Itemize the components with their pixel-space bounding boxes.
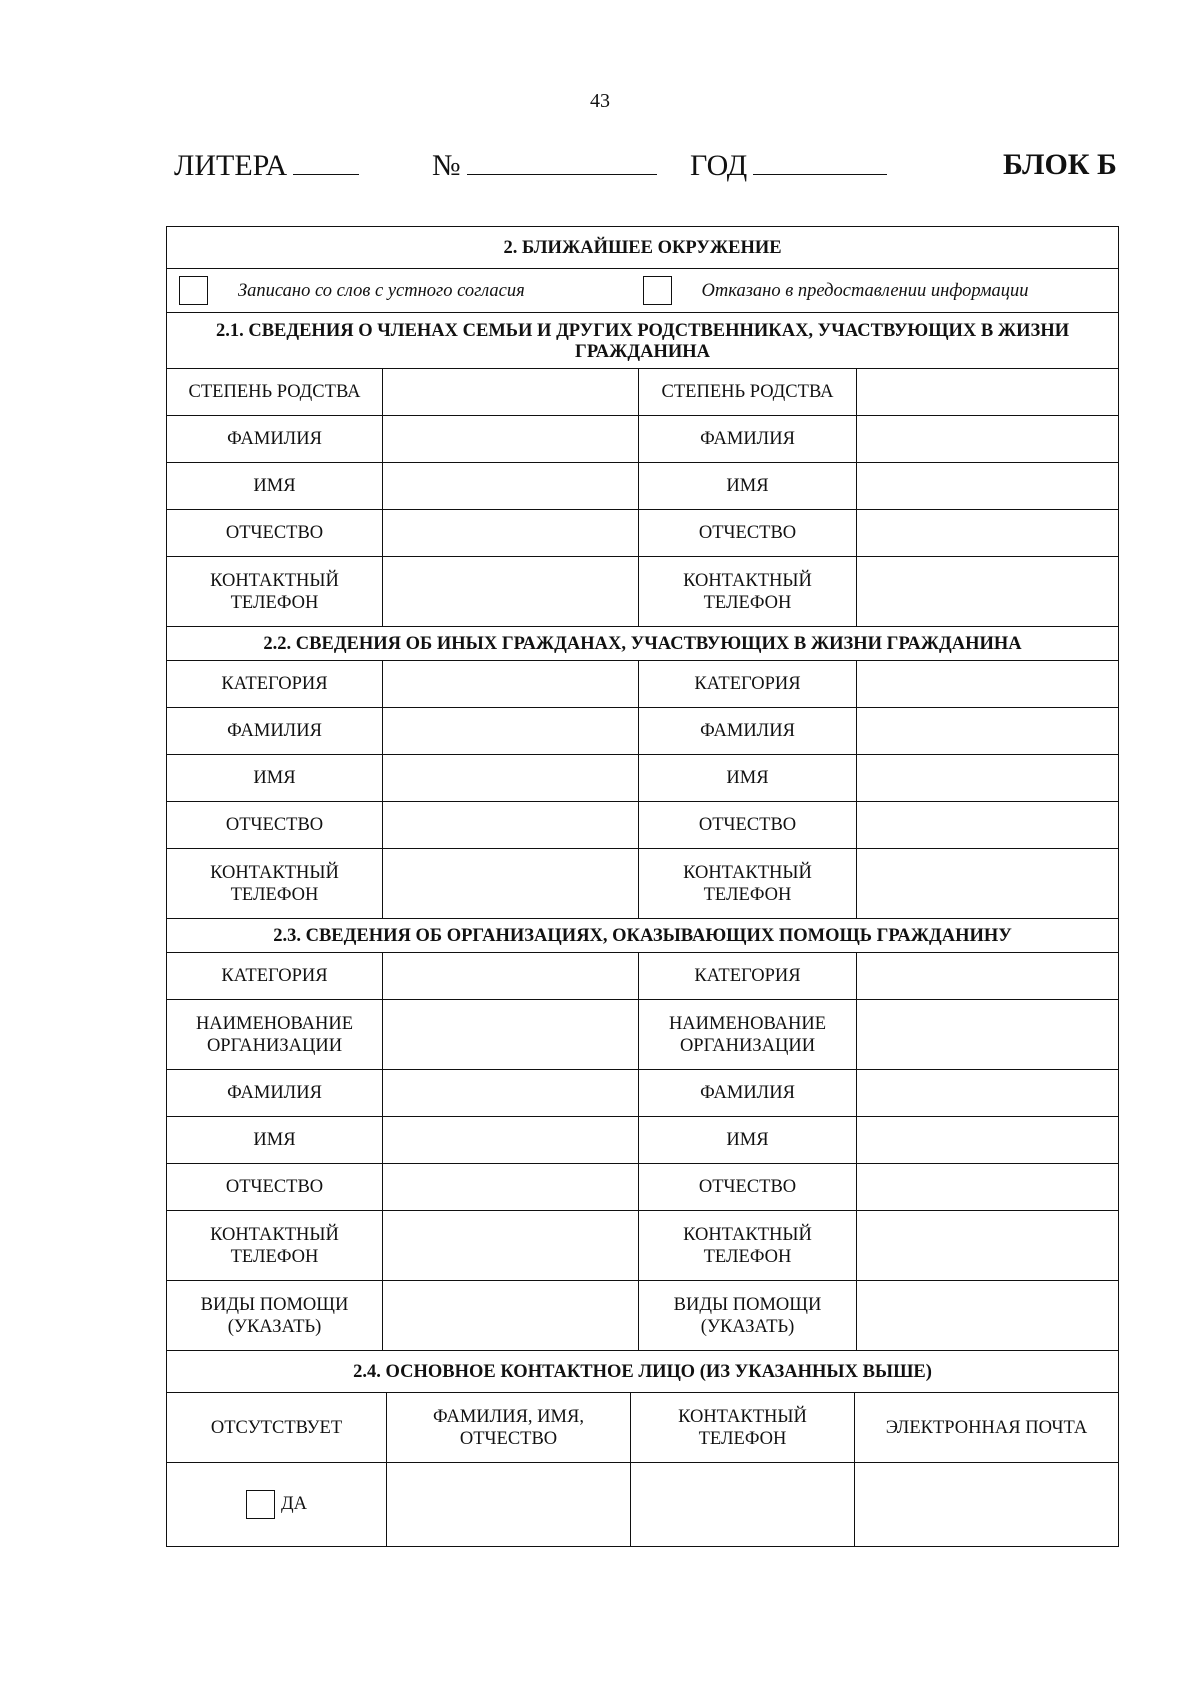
field-input-right[interactable]	[857, 369, 1119, 416]
absent-header: ОТСУТСТВУЕТ	[167, 1393, 387, 1463]
form-row	[167, 1281, 1119, 1351]
field-label-line1: КОНТАКТНЫЙ	[210, 1224, 339, 1245]
field-input-left[interactable]	[383, 463, 639, 510]
form-row	[167, 1070, 1119, 1117]
section-2-2-title: 2.2. СВЕДЕНИЯ ОБ ИНЫХ ГРАЖДАНАХ, УЧАСТВУЮЩИХ В ЖИЗНИ ГРАЖДАНИНА	[167, 627, 1119, 661]
field-label-line1: ИМЯ	[726, 1130, 769, 1150]
section-2-3-title: 2.3. СВЕДЕНИЯ ОБ ОРГАНИЗАЦИЯХ, ОКАЗЫВАЮЩИХ ПОМОЩЬ ГРАЖДАНИНУ	[167, 919, 1119, 953]
field-label-left	[167, 510, 383, 557]
field-label-line2: ТЕЛЕФОН	[703, 884, 792, 905]
field-label-right	[639, 1211, 857, 1281]
field-label-right	[639, 1164, 857, 1211]
field-label-line1: КАТЕГОРИЯ	[694, 966, 801, 986]
field-label-line1: ОТЧЕСТВО	[225, 1177, 324, 1197]
field-input-right[interactable]	[857, 1211, 1119, 1281]
field-label-line2: (УКАЗАТЬ)	[700, 1316, 795, 1337]
form-row	[167, 802, 1119, 849]
field-input-left[interactable]	[383, 1164, 639, 1211]
field-input-right[interactable]	[857, 463, 1119, 510]
field-label-line1: ОТЧЕСТВО	[225, 815, 324, 835]
form-row	[167, 416, 1119, 463]
field-label-line1: ФАМИЛИЯ	[227, 429, 322, 449]
field-label-left	[167, 1164, 383, 1211]
field-label-left	[167, 849, 383, 919]
number-field	[432, 148, 657, 183]
field-label-line2: ОРГАНИЗАЦИИ	[206, 1035, 343, 1056]
field-label-line2: ТЕЛЕФОН	[703, 1246, 792, 1267]
form-row	[167, 1000, 1119, 1070]
field-label-left	[167, 1070, 383, 1117]
field-input-right[interactable]	[857, 661, 1119, 708]
form-row	[167, 755, 1119, 802]
field-input-right[interactable]	[857, 1281, 1119, 1351]
field-input-left[interactable]	[383, 953, 639, 1000]
field-label-right	[639, 557, 857, 627]
field-input-right[interactable]	[857, 849, 1119, 919]
block-label: БЛОК Б	[1003, 148, 1117, 181]
form-row	[167, 1164, 1119, 1211]
field-label-left	[167, 755, 383, 802]
form-row	[167, 1211, 1119, 1281]
form-row	[167, 463, 1119, 510]
field-label-right	[639, 1117, 857, 1164]
absent-yes-label: ДА	[281, 1493, 307, 1514]
field-label-line1: ФАМИЛИЯ	[227, 721, 322, 741]
field-label-right	[639, 661, 857, 708]
form-row	[167, 849, 1119, 919]
field-input-left[interactable]	[383, 849, 639, 919]
field-input-left[interactable]	[383, 1281, 639, 1351]
field-label-line1: КОНТАКТНЫЙ	[683, 862, 812, 883]
refusal-label: Отказано в предоставлении информации	[701, 280, 1029, 301]
form-row	[167, 510, 1119, 557]
field-label-right	[639, 1070, 857, 1117]
absent-cell	[167, 1463, 387, 1547]
field-label-left	[167, 416, 383, 463]
form-row	[167, 557, 1119, 627]
phone-header-line1: КОНТАКТНЫЙ	[678, 1406, 807, 1427]
fio-header-line2: ОТЧЕСТВО	[459, 1428, 558, 1449]
field-label-left	[167, 369, 383, 416]
field-label-right	[639, 1000, 857, 1070]
field-input-left[interactable]	[383, 1070, 639, 1117]
field-label-line1: ИМЯ	[726, 476, 769, 496]
section-2-4-title: 2.4. ОСНОВНОЕ КОНТАКТНОЕ ЛИЦО (ИЗ УКАЗАННЫХ ВЫШЕ)	[167, 1351, 1119, 1393]
field-label-line2: (УКАЗАТЬ)	[227, 1316, 322, 1337]
field-input-right[interactable]	[857, 1117, 1119, 1164]
field-input-right[interactable]	[857, 1070, 1119, 1117]
fio-header-line1: ФАМИЛИЯ, ИМЯ,	[433, 1406, 584, 1427]
field-label-left	[167, 1000, 383, 1070]
field-label-line1: ИМЯ	[253, 476, 296, 496]
email-input-cell[interactable]	[855, 1463, 1119, 1547]
form-row	[167, 1117, 1119, 1164]
field-label-line1: КОНТАКТНЫЙ	[683, 570, 812, 591]
section-2-2-rows	[167, 661, 1119, 919]
main-contact-table	[166, 1392, 1119, 1547]
field-label-right	[639, 802, 857, 849]
field-input-left[interactable]	[383, 557, 639, 627]
field-input-left[interactable]	[383, 802, 639, 849]
year-input[interactable]	[753, 148, 887, 175]
section-2-title: 2. БЛИЖАЙШЕЕ ОКРУЖЕНИЕ	[167, 227, 1119, 269]
form-row	[167, 369, 1119, 416]
environment-form	[166, 226, 1119, 1393]
field-label-line1: КОНТАКТНЫЙ	[683, 1224, 812, 1245]
field-label-right	[639, 463, 857, 510]
field-label-right	[639, 369, 857, 416]
section-2-1-title: 2.1. СВЕДЕНИЯ О ЧЛЕНАХ СЕМЬИ И ДРУГИХ РОДСТВЕННИКАХ, УЧАСТВУЮЩИХ В ЖИЗНИ ГРАЖДАНИНА	[167, 313, 1119, 369]
form-row	[167, 708, 1119, 755]
year-label: ГОД	[690, 149, 748, 182]
section-2-1-rows	[167, 369, 1119, 627]
field-input-left[interactable]	[383, 416, 639, 463]
field-label-left	[167, 953, 383, 1000]
field-label-line1: ВИДЫ ПОМОЩИ	[200, 1294, 349, 1315]
email-header: ЭЛЕКТРОННАЯ ПОЧТА	[855, 1393, 1119, 1463]
field-label-line1: ФАМИЛИЯ	[227, 1083, 322, 1103]
phone-header	[631, 1393, 855, 1463]
field-label-left	[167, 463, 383, 510]
field-label-line1: ОТЧЕСТВО	[698, 815, 797, 835]
field-label-line1: ОТЧЕСТВО	[225, 523, 324, 543]
field-input-right[interactable]	[857, 953, 1119, 1000]
field-label-line1: СТЕПЕНЬ РОДСТВА	[188, 382, 361, 402]
field-label-line2: ТЕЛЕФОН	[230, 592, 319, 613]
field-label-line1: ОТЧЕСТВО	[698, 523, 797, 543]
number-input[interactable]	[467, 148, 657, 175]
field-label-left	[167, 1211, 383, 1281]
field-label-line2: ТЕЛЕФОН	[703, 592, 792, 613]
field-label-left	[167, 1281, 383, 1351]
field-input-right[interactable]	[857, 708, 1119, 755]
fio-header	[387, 1393, 631, 1463]
field-label-right	[639, 416, 857, 463]
consent-label: Записано со слов с устного согласия	[238, 280, 525, 301]
consent-row	[167, 269, 1119, 313]
page-number: 43	[590, 90, 610, 112]
number-label: №	[432, 149, 461, 182]
field-label-line1: КОНТАКТНЫЙ	[210, 570, 339, 591]
absent-yes-checkbox[interactable]	[246, 1490, 275, 1519]
field-label-line1: ИМЯ	[253, 1130, 296, 1150]
field-input-left[interactable]	[383, 510, 639, 557]
field-input-right[interactable]	[857, 1164, 1119, 1211]
field-label-line1: КАТЕГОРИЯ	[221, 674, 328, 694]
field-input-right[interactable]	[857, 1000, 1119, 1070]
field-label-line1: ФАМИЛИЯ	[700, 721, 795, 741]
field-label-line1: НАИМЕНОВАНИЕ	[195, 1013, 354, 1034]
field-input-left[interactable]	[383, 661, 639, 708]
field-input-left[interactable]	[383, 755, 639, 802]
section-2-3-rows	[167, 953, 1119, 1351]
field-label-right	[639, 1281, 857, 1351]
field-input-left[interactable]	[383, 1000, 639, 1070]
field-input-left[interactable]	[383, 369, 639, 416]
field-input-right[interactable]	[857, 557, 1119, 627]
field-label-line1: ИМЯ	[253, 768, 296, 788]
litera-label: ЛИТЕРА	[174, 149, 288, 182]
field-label-line1: НАИМЕНОВАНИЕ	[668, 1013, 827, 1034]
field-input-right[interactable]	[857, 802, 1119, 849]
phone-input-cell[interactable]	[631, 1463, 855, 1547]
field-label-left	[167, 1117, 383, 1164]
field-input-left[interactable]	[383, 708, 639, 755]
field-input-left[interactable]	[383, 1117, 639, 1164]
field-label-line2: ОРГАНИЗАЦИИ	[679, 1035, 816, 1056]
field-label-line1: СТЕПЕНЬ РОДСТВА	[661, 382, 834, 402]
field-label-line2: ТЕЛЕФОН	[230, 884, 319, 905]
field-label-left	[167, 661, 383, 708]
field-label-line1: ВИДЫ ПОМОЩИ	[673, 1294, 822, 1315]
year-field	[690, 148, 887, 183]
field-label-line1: ИМЯ	[726, 768, 769, 788]
fio-input-cell[interactable]	[387, 1463, 631, 1547]
field-label-right	[639, 849, 857, 919]
field-label-left	[167, 802, 383, 849]
field-label-line1: ФАМИЛИЯ	[700, 429, 795, 449]
field-label-line2: ТЕЛЕФОН	[230, 1246, 319, 1267]
field-label-right	[639, 755, 857, 802]
field-input-right[interactable]	[857, 755, 1119, 802]
field-label-line1: ОТЧЕСТВО	[698, 1177, 797, 1197]
field-input-right[interactable]	[857, 416, 1119, 463]
field-label-line1: КОНТАКТНЫЙ	[210, 862, 339, 883]
litera-input[interactable]	[293, 148, 359, 175]
field-input-left[interactable]	[383, 1211, 639, 1281]
field-label-left	[167, 557, 383, 627]
litera-field	[174, 148, 359, 183]
field-label-line1: КАТЕГОРИЯ	[694, 674, 801, 694]
field-label-right	[639, 708, 857, 755]
refusal-checkbox[interactable]	[643, 276, 672, 305]
field-label-right	[639, 510, 857, 557]
field-input-right[interactable]	[857, 510, 1119, 557]
field-label-left	[167, 708, 383, 755]
consent-checkbox[interactable]	[179, 276, 208, 305]
field-label-right	[639, 953, 857, 1000]
form-row	[167, 661, 1119, 708]
form-row	[167, 953, 1119, 1000]
field-label-line1: КАТЕГОРИЯ	[221, 966, 328, 986]
field-label-line1: ФАМИЛИЯ	[700, 1083, 795, 1103]
phone-header-line2: ТЕЛЕФОН	[698, 1428, 787, 1449]
